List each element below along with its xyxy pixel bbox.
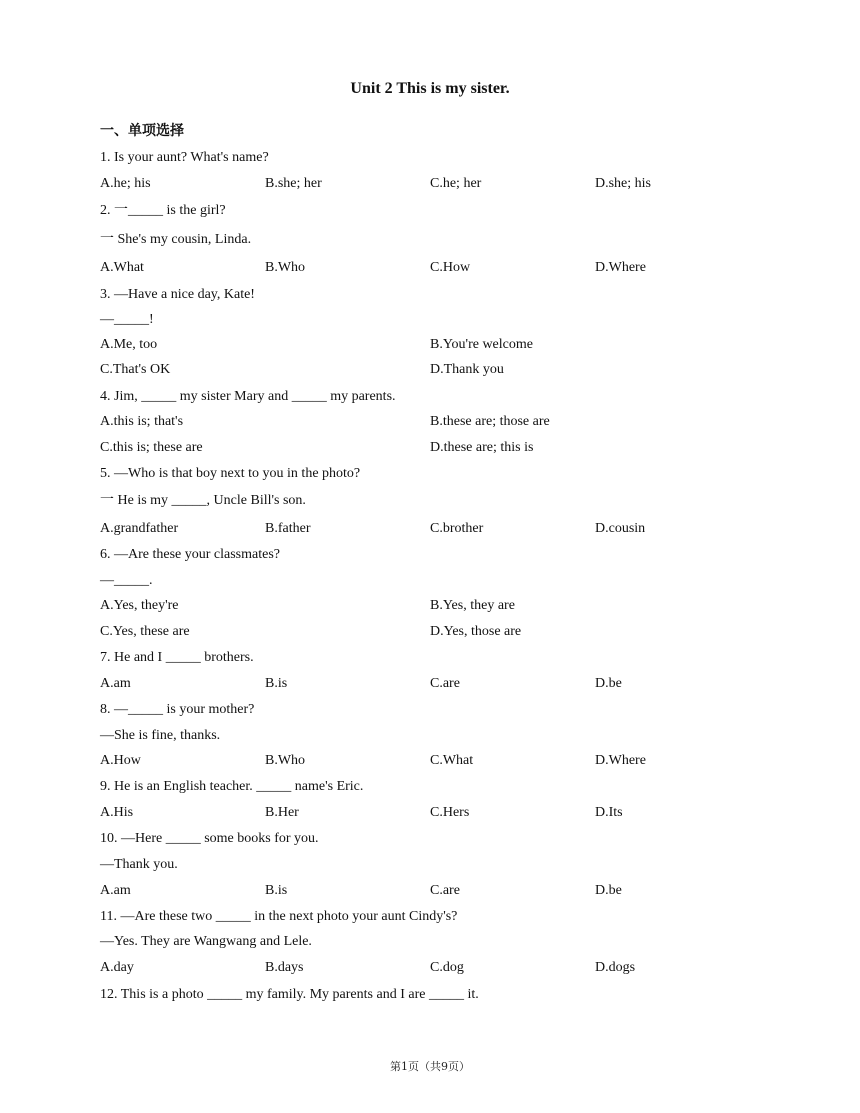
question-1-option-b: B.she; her [265, 176, 322, 191]
question-8-option-b: B.Who [265, 753, 306, 768]
question-9-stem: 9. He is an English teacher. _____ name's Eric. [100, 779, 364, 794]
question-12-stem: 12. This is a photo _____ my family. My parents and I are _____ it. [100, 987, 479, 1002]
question-7-option-a: A.am [100, 676, 131, 691]
question-6-option-d: D.Yes, those are [430, 624, 522, 639]
question-3-option-c: C.That's OK [100, 362, 171, 377]
question-11-answer-line: —Yes. They are Wangwang and Lele. [100, 934, 312, 949]
question-1-option-d: D.she; his [595, 176, 651, 191]
question-4-option-d: D.these are; this is [430, 440, 534, 455]
question-6-answer-line: —_____. [100, 573, 153, 588]
question-11-option-c: C.dog [430, 960, 464, 975]
question-4-option-b: B.these are; those are [430, 414, 550, 429]
question-7-option-c: C.are [430, 676, 460, 691]
question-8-answer-line: —She is fine, thanks. [100, 728, 221, 743]
question-9-option-c: C.Hers [430, 805, 470, 820]
question-3-stem: 3. —Have a nice day, Kate! [100, 287, 255, 302]
question-2-option-c: C.How [430, 260, 471, 275]
question-11-stem: 11. —Are these two _____ in the next photo your aunt Cindy's? [100, 909, 458, 924]
question-8-option-d: D.Where [595, 753, 646, 768]
question-2-option-a: A.What [100, 260, 144, 275]
question-8-option-c: C.What [430, 753, 474, 768]
question-2-option-d: D.Where [595, 260, 646, 275]
section-heading: 一、单项选择 [100, 123, 184, 139]
question-7-stem: 7. He and I _____ brothers. [100, 650, 254, 665]
question-6-option-b: B.Yes, they are [430, 598, 515, 613]
question-4-stem: 4. Jim, _____ my sister Mary and _____ my parents. [100, 389, 396, 404]
question-3-option-d: D.Thank you [430, 362, 504, 377]
question-11-option-b: B.days [265, 960, 304, 975]
question-3-option-a: A.Me, too [100, 337, 158, 352]
question-9-option-d: D.Its [595, 805, 623, 820]
question-5-option-a: A.grandfather [100, 521, 179, 536]
question-10-option-a: A.am [100, 883, 131, 898]
question-11-option-d: D.dogs [595, 960, 636, 975]
question-8-stem: 8. —_____ is your mother? [100, 702, 255, 717]
question-4-option-c: C.this is; these are [100, 440, 203, 455]
question-10-option-b: B.is [265, 883, 288, 898]
question-7-option-d: D.be [595, 676, 622, 691]
page-title: Unit 2 This is my sister. [350, 80, 510, 97]
question-2-stem: 2. 一_____ is the girl? [100, 203, 226, 218]
question-5-option-b: B.father [265, 521, 311, 536]
question-9-option-b: B.Her [265, 805, 299, 820]
question-1-option-c: C.he; her [430, 176, 482, 191]
question-10-option-d: D.be [595, 883, 622, 898]
page-footer: 第1页（共9页） [390, 1060, 470, 1073]
question-5-option-d: D.cousin [595, 521, 646, 536]
question-2-answer-line: 一 She's my cousin, Linda. [100, 232, 252, 247]
question-11-option-a: A.day [100, 960, 134, 975]
question-1-stem: 1. Is your aunt? What's name? [100, 150, 269, 165]
question-2-option-b: B.Who [265, 260, 306, 275]
question-10-stem: 10. —Here _____ some books for you. [100, 831, 319, 846]
question-8-option-a: A.How [100, 753, 141, 768]
question-6-option-a: A.Yes, they're [100, 598, 179, 613]
question-3-answer-line: —_____! [100, 312, 154, 327]
question-10-answer-line: —Thank you. [100, 857, 178, 872]
question-10-option-c: C.are [430, 883, 460, 898]
question-3-option-b: B.You're welcome [430, 337, 533, 352]
question-5-answer-line: 一 He is my _____, Uncle Bill's son. [100, 493, 306, 508]
question-1-option-a: A.he; his [100, 176, 151, 191]
question-6-option-c: C.Yes, these are [100, 624, 190, 639]
question-6-stem: 6. —Are these your classmates? [100, 547, 280, 562]
question-5-stem: 5. —Who is that boy next to you in the photo? [100, 466, 361, 481]
question-9-option-a: A.His [100, 805, 134, 820]
question-4-option-a: A.this is; that's [100, 414, 184, 429]
question-7-option-b: B.is [265, 676, 288, 691]
question-5-option-c: C.brother [430, 521, 484, 536]
